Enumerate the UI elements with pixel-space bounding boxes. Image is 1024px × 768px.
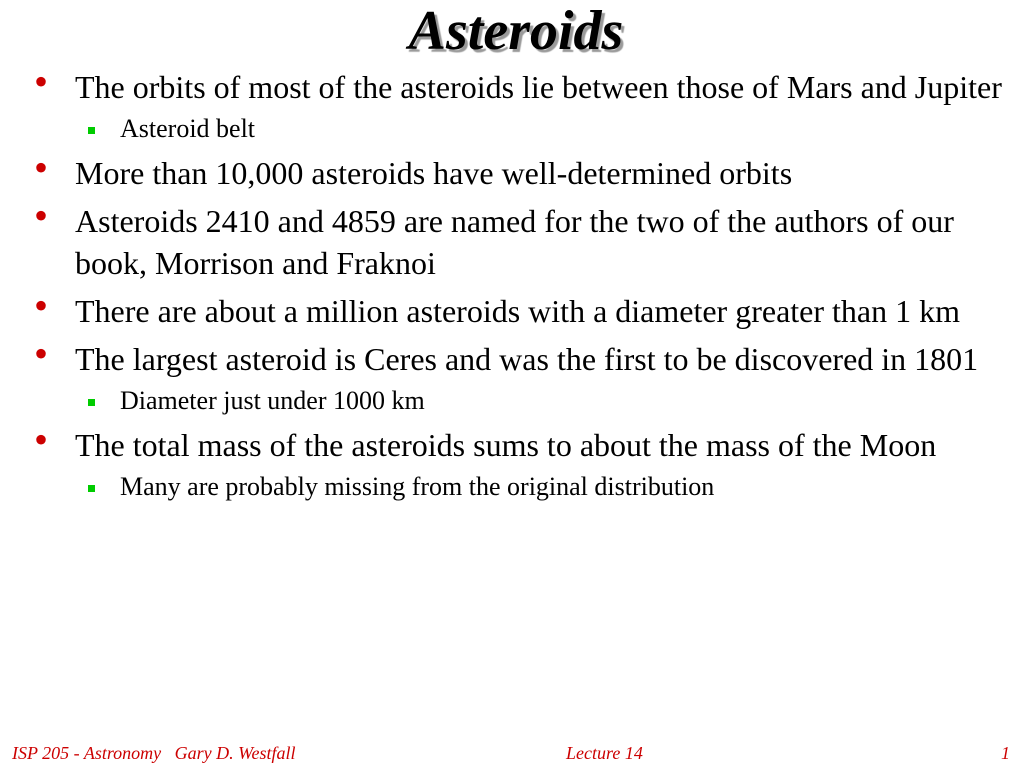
bullet-text: More than 10,000 asteroids have well-determined orbits bbox=[75, 155, 793, 191]
bullet-item bbox=[0, 417, 1024, 466]
bullet-marker: • bbox=[34, 417, 49, 462]
bullet-list bbox=[0, 59, 1024, 510]
bullet-marker: • bbox=[34, 59, 49, 104]
sub-bullet-item bbox=[0, 114, 1024, 144]
sub-bullet-text: Asteroid belt bbox=[120, 114, 256, 143]
footer-page-number: 1 bbox=[1001, 743, 1010, 763]
sub-bullet-item bbox=[0, 472, 1024, 502]
bullet-text: There are about a million asteroids with a diameter greater than 1 km bbox=[75, 293, 960, 329]
bullet-item bbox=[0, 331, 1024, 380]
bullet-item bbox=[0, 283, 1024, 332]
bullet-marker: • bbox=[34, 331, 49, 376]
bullet-marker: • bbox=[34, 193, 49, 238]
bullet-marker: • bbox=[34, 283, 49, 328]
sub-bullet-item bbox=[0, 386, 1024, 416]
bullet-item bbox=[0, 193, 1024, 284]
bullet-text: The orbits of most of the asteroids lie between those of Mars and Jupiter bbox=[75, 69, 1002, 105]
sub-bullet-square bbox=[88, 127, 95, 134]
sub-bullet-text: Diameter just under 1000 km bbox=[120, 386, 425, 415]
bullet-item bbox=[0, 59, 1024, 108]
sub-bullet-square bbox=[88, 485, 95, 492]
footer-lecture: Lecture 14 bbox=[566, 743, 643, 763]
footer-course-author: ISP 205 - Astronomy Gary D. Westfall bbox=[12, 743, 296, 763]
bullet-item bbox=[0, 145, 1024, 194]
sub-bullet-text: Many are probably missing from the original distribution bbox=[120, 472, 715, 501]
bullet-marker: • bbox=[34, 145, 49, 190]
sub-bullet-square bbox=[88, 399, 95, 406]
bullet-text: The largest asteroid is Ceres and was the first to be discovered in 1801 bbox=[75, 341, 979, 377]
bullet-text: Asteroids 2410 and 4859 are named for the two of the authors of our book, Morrison and Fraknoi bbox=[75, 203, 954, 281]
slide-title: Asteroids bbox=[408, 0, 624, 62]
bullet-text: The total mass of the asteroids sums to about the mass of the Moon bbox=[75, 427, 937, 463]
